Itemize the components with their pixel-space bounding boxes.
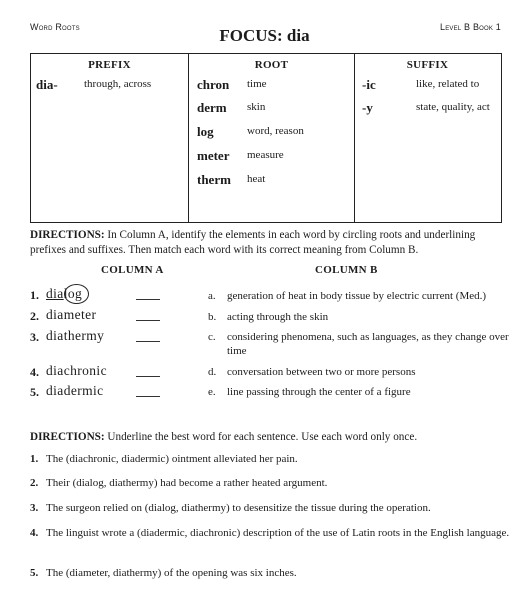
definition-letter: c.	[208, 331, 216, 343]
sentence-text: The surgeon relied on (dialog, diathermy) to desensitize the tissue during the operation.	[46, 502, 431, 514]
root-meaning: heat	[247, 173, 266, 185]
directions-label: DIRECTIONS:	[30, 229, 105, 241]
root-heading: ROOT	[254, 59, 289, 71]
definition-letter: b.	[208, 311, 217, 323]
sentence-number: 3.	[30, 502, 39, 514]
root-term: therm	[197, 172, 231, 187]
suffix-heading: SUFFIX	[406, 59, 449, 71]
answer-blank[interactable]	[136, 320, 160, 321]
definition-letter: a.	[208, 290, 216, 302]
sentence-text: The (diameter, diathermy) of the opening was six inches.	[46, 567, 297, 579]
answer-blank[interactable]	[136, 341, 160, 342]
directions-text: In Column A, identify the elements in each word by circling roots and underlining prefixes and suffixes. Then match each word with its correct meaning from Column B.	[30, 229, 476, 256]
sentence-text: Their (dialog, diathermy) had become a rather heated argument.	[46, 477, 328, 489]
answer-blank[interactable]	[136, 376, 160, 377]
item-number: 3.	[30, 330, 39, 344]
suffix-term: -ic	[362, 77, 376, 92]
sentence-number: 4.	[30, 527, 39, 539]
column-b-heading: COLUMN B	[315, 264, 378, 276]
word-diathermy: diathermy	[46, 328, 105, 343]
answer-blank[interactable]	[136, 299, 160, 300]
suffix-term: -y	[362, 100, 373, 115]
definition-text: line passing through the center of a figure	[227, 386, 411, 398]
definition-text: conversation between two or more persons	[227, 366, 416, 378]
definition-text: acting through the skin	[227, 311, 329, 323]
item-number: 4.	[30, 365, 39, 379]
word-diadermic: diadermic	[46, 383, 104, 398]
root-meaning: word, reason	[247, 125, 304, 137]
root-term: chron	[197, 77, 230, 92]
directions-text: Underline the best word for each sentence. Use each word only once.	[104, 431, 418, 443]
directions-label: DIRECTIONS:	[30, 431, 105, 443]
definition-text: generation of heat in body tissue by electric current (Med.)	[227, 290, 487, 302]
root-term: meter	[197, 148, 230, 163]
item-number: 1.	[30, 288, 39, 302]
sentence-number: 1.	[30, 453, 39, 465]
definition-letter: d.	[208, 366, 217, 378]
directions-matching	[30, 228, 506, 258]
directions-underline	[30, 430, 510, 445]
column-a-heading: COLUMN A	[101, 264, 164, 276]
item-number: 2.	[30, 309, 39, 323]
word-diachronic: diachronic	[46, 363, 107, 378]
word-prefix: dia	[46, 286, 64, 301]
suffix-meaning: state, quality, act	[416, 101, 490, 113]
root-term: log	[197, 124, 214, 139]
word-root: log	[63, 286, 83, 301]
answer-blank[interactable]	[136, 396, 160, 397]
prefix-term: dia-	[36, 77, 58, 92]
item-number: 5.	[30, 385, 39, 399]
sentence-text: The linguist wrote a (diadermic, diachronic) description of the use of Latin roots in the English language.	[46, 527, 510, 539]
root-circle	[64, 284, 89, 304]
sentence-number: 5.	[30, 567, 39, 579]
header-left-label: Word Roots	[30, 22, 80, 32]
root-meaning: measure	[247, 149, 284, 161]
prefix-heading: PREFIX	[88, 59, 131, 71]
prefix-meaning: through, across	[84, 78, 152, 90]
definition-letter: e.	[208, 386, 216, 398]
table-divider	[354, 53, 355, 222]
word-diameter: diameter	[46, 307, 97, 322]
root-term: derm	[197, 100, 227, 115]
sentence-text: The (diachronic, diadermic) ointment alleviated her pain.	[46, 453, 298, 465]
suffix-meaning: like, related to	[416, 78, 480, 90]
definition-text: considering phenomena, such as languages, as they change over time	[227, 331, 509, 357]
root-meaning: skin	[247, 101, 266, 113]
table-divider	[188, 53, 189, 222]
sentence-number: 2.	[30, 477, 39, 489]
header-right-label: Level B Book 1	[440, 22, 501, 32]
root-meaning: time	[247, 78, 267, 90]
page-title: FOCUS: dia	[219, 26, 310, 45]
